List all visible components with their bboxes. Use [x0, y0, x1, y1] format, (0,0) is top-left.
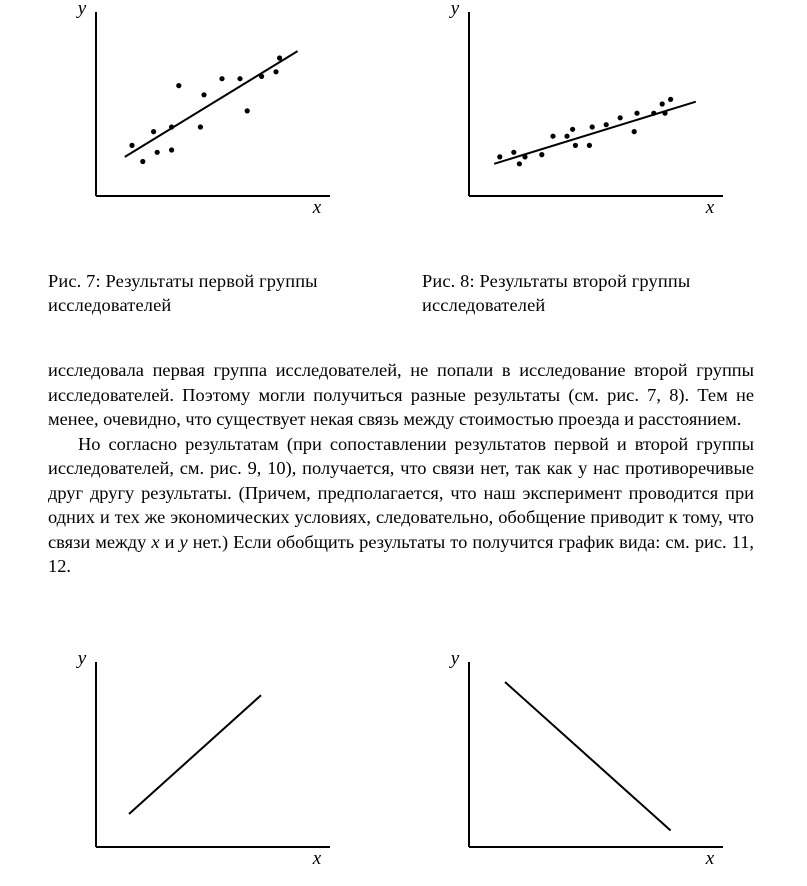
y-axis-label: y	[77, 0, 87, 19]
data-point	[564, 134, 569, 139]
trend-line	[129, 695, 261, 814]
data-point	[550, 134, 555, 139]
data-point	[140, 159, 145, 164]
data-point	[539, 152, 544, 157]
body-text	[48, 358, 754, 579]
x-axis-label: x	[312, 848, 322, 869]
x-axis-label: x	[705, 197, 715, 218]
paragraph-2	[48, 432, 754, 579]
figure-7-caption: Рис. 7: Результаты первой группы исследователей	[48, 271, 318, 315]
figure-12-plot	[433, 648, 743, 868]
data-point	[634, 111, 639, 116]
figure-8-plot	[433, 0, 743, 220]
data-point	[517, 161, 522, 166]
paragraph-2-part-3: нет.) Если обобщить результаты то получится график вида: см. рис. 11, 12.	[48, 531, 754, 576]
variable-y: y	[179, 531, 188, 552]
data-point	[662, 111, 667, 116]
data-point	[668, 97, 673, 102]
data-point	[522, 154, 527, 159]
x-axis-label: x	[312, 197, 322, 218]
paragraph-2-part-1: Но согласно результатам (при сопоставлении результатов первой и второй группы исследователей, см. рис. 9, 10), получается, что связи нет, так как у нас противоречивые друг другу результаты. (Причем, предполагается, что наш эксперимент проводится при одних и тех же экономических условиях, следовательно, обобщение приводит к тому, что связи между	[48, 433, 754, 552]
y-axis-label: y	[450, 0, 460, 19]
data-point	[618, 115, 623, 120]
figure-12	[433, 648, 743, 868]
data-point	[604, 122, 609, 127]
data-point	[219, 76, 224, 81]
data-point	[169, 147, 174, 152]
figure-7-plot	[60, 0, 370, 220]
data-point	[169, 124, 174, 129]
data-point	[573, 143, 578, 148]
data-point	[277, 55, 282, 60]
data-point	[129, 143, 134, 148]
data-point	[651, 111, 656, 116]
data-point	[587, 143, 592, 148]
x-axis-label: x	[705, 848, 715, 869]
data-point	[237, 76, 242, 81]
data-point	[570, 127, 575, 132]
data-point	[273, 69, 278, 74]
data-point	[155, 150, 160, 155]
figure-11	[60, 648, 370, 868]
data-point	[176, 83, 181, 88]
y-axis-label: y	[450, 648, 460, 669]
data-point	[590, 124, 595, 129]
data-point	[632, 129, 637, 134]
y-axis-label: y	[77, 648, 87, 669]
data-point	[198, 124, 203, 129]
data-point	[511, 150, 516, 155]
variable-x: x	[151, 531, 160, 552]
figure-11-plot	[60, 648, 370, 868]
data-point	[259, 74, 264, 79]
trend-line	[125, 51, 298, 157]
paragraph-2-part-2: и	[159, 531, 180, 552]
figure-8-caption: Рис. 8: Результаты второй группы исследователей	[422, 271, 691, 315]
trend-line	[505, 682, 671, 831]
data-point	[151, 129, 156, 134]
paragraph-1: исследовала первая группа исследователей, не попали в исследование второй группы исследователей. Поэтому могли получиться разные результаты (см. рис. 7, 8). Тем не менее, очевидно, что существует некая связь между стоимостью проезда и расстоянием.	[48, 360, 754, 429]
figure-8	[433, 0, 743, 220]
data-point	[497, 154, 502, 159]
figure-7	[60, 0, 370, 220]
data-point	[660, 101, 665, 106]
data-point	[201, 92, 206, 97]
data-point	[245, 108, 250, 113]
